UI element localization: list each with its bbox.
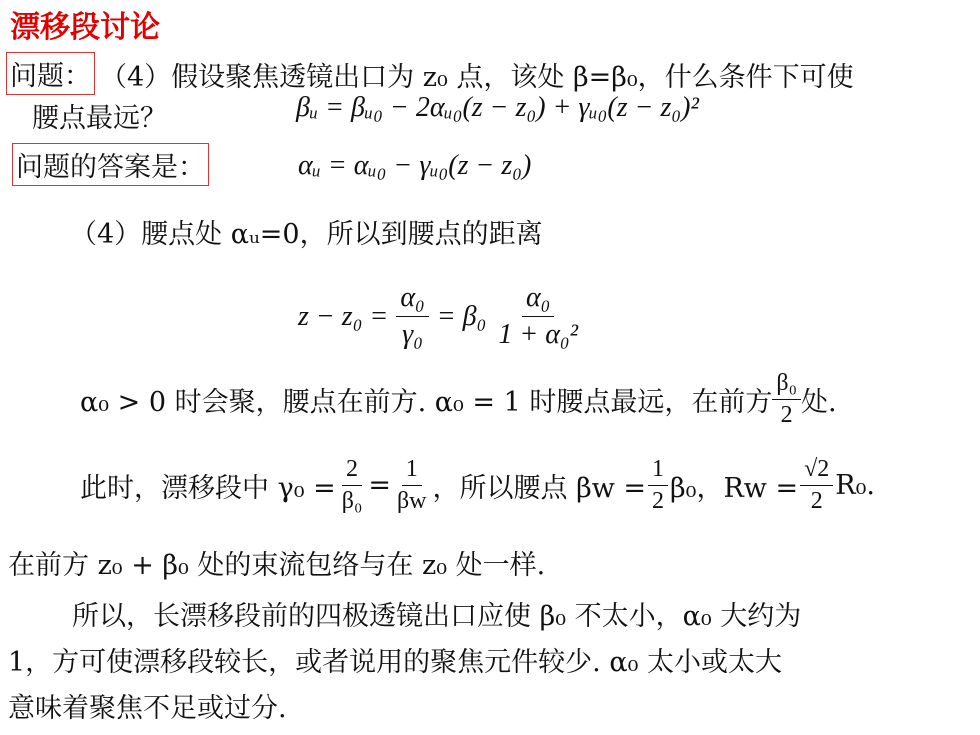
frac-num: √2 (800, 456, 833, 486)
fraction-alpha-over-one-plus (494, 282, 582, 351)
line3-part2: ，所以腰点 βw = (432, 473, 647, 504)
question-label: 问题： (6, 52, 95, 95)
frac-num: β₀ (772, 370, 801, 400)
formula-beta-u: βᵤ = βᵤ₀ − 2αᵤ₀(z − z₀) + γᵤ₀(z − z₀)² (296, 92, 699, 123)
eq-left: z − z₀ = (298, 300, 389, 332)
answer-line4: 在前方 z₀ + β₀ 处的束流包络与在 z₀ 处一样. (8, 550, 546, 581)
frac-den: 2 (810, 488, 823, 514)
conclusion-line2: 1，方可使漂移段较长，或者说用的聚焦元件较少. α₀ 太小或太大 (8, 647, 782, 678)
frac-num: 2 (342, 456, 362, 486)
line3-eq: = (368, 470, 391, 501)
answer-line1: （4）腰点处 αᵤ=0，所以到腰点的距离 (70, 219, 543, 250)
line3-part3: β₀，Rw = (670, 473, 799, 504)
frac-num: α₀ (396, 282, 428, 317)
frac-den: β₀ (341, 488, 363, 514)
fraction-1-over-2 (648, 456, 668, 515)
frac-den: 2 (652, 488, 665, 514)
line2-part1: α₀ > 0 时会聚，腰点在前方. α₀ = 1 时腰点最远，在前方 (80, 387, 773, 418)
answer-line2 (80, 370, 837, 429)
question-text-line2: 腰点最远？ (32, 103, 167, 134)
answer-line3 (80, 456, 875, 515)
frac-den: γ₀ (402, 319, 423, 350)
frac-num: α₀ (522, 282, 554, 317)
answer-label: 问题的答案是： (12, 143, 209, 186)
fraction-2-over-beta (338, 456, 367, 515)
frac-den: 1 + α₀² (498, 319, 579, 350)
page-title: 漂移段讨论 (10, 10, 160, 45)
fraction-1-over-betaw (393, 456, 431, 515)
frac-den: 2 (780, 402, 793, 428)
line3-part1: 此时，漂移段中 γ₀ = (80, 473, 336, 504)
eq-mid: = β₀ (436, 300, 487, 332)
fraction-alpha-over-gamma (396, 282, 428, 351)
frac-den: βw (396, 488, 427, 514)
conclusion-line3: 意味着聚焦不足或过分. (8, 693, 287, 724)
distance-equation (298, 282, 582, 351)
question-text-line1: （4）假设聚焦透镜出口为 z₀ 点，该处 β=β₀，什么条件下可使 (100, 62, 854, 93)
fraction-beta-over-2 (772, 370, 801, 429)
formula-alpha-u: αᵤ = αᵤ₀ − γᵤ₀(z − z₀) (298, 150, 532, 181)
fraction-sqrt2-over-2 (800, 456, 833, 515)
conclusion-line1: 所以，长漂移段前的四极透镜出口应使 β₀ 不太小，α₀ 大约为 (72, 601, 802, 632)
line3-part4: R₀. (835, 470, 876, 501)
line2-part2: 处. (800, 387, 837, 418)
frac-num: 1 (402, 456, 422, 486)
frac-num: 1 (648, 456, 668, 486)
